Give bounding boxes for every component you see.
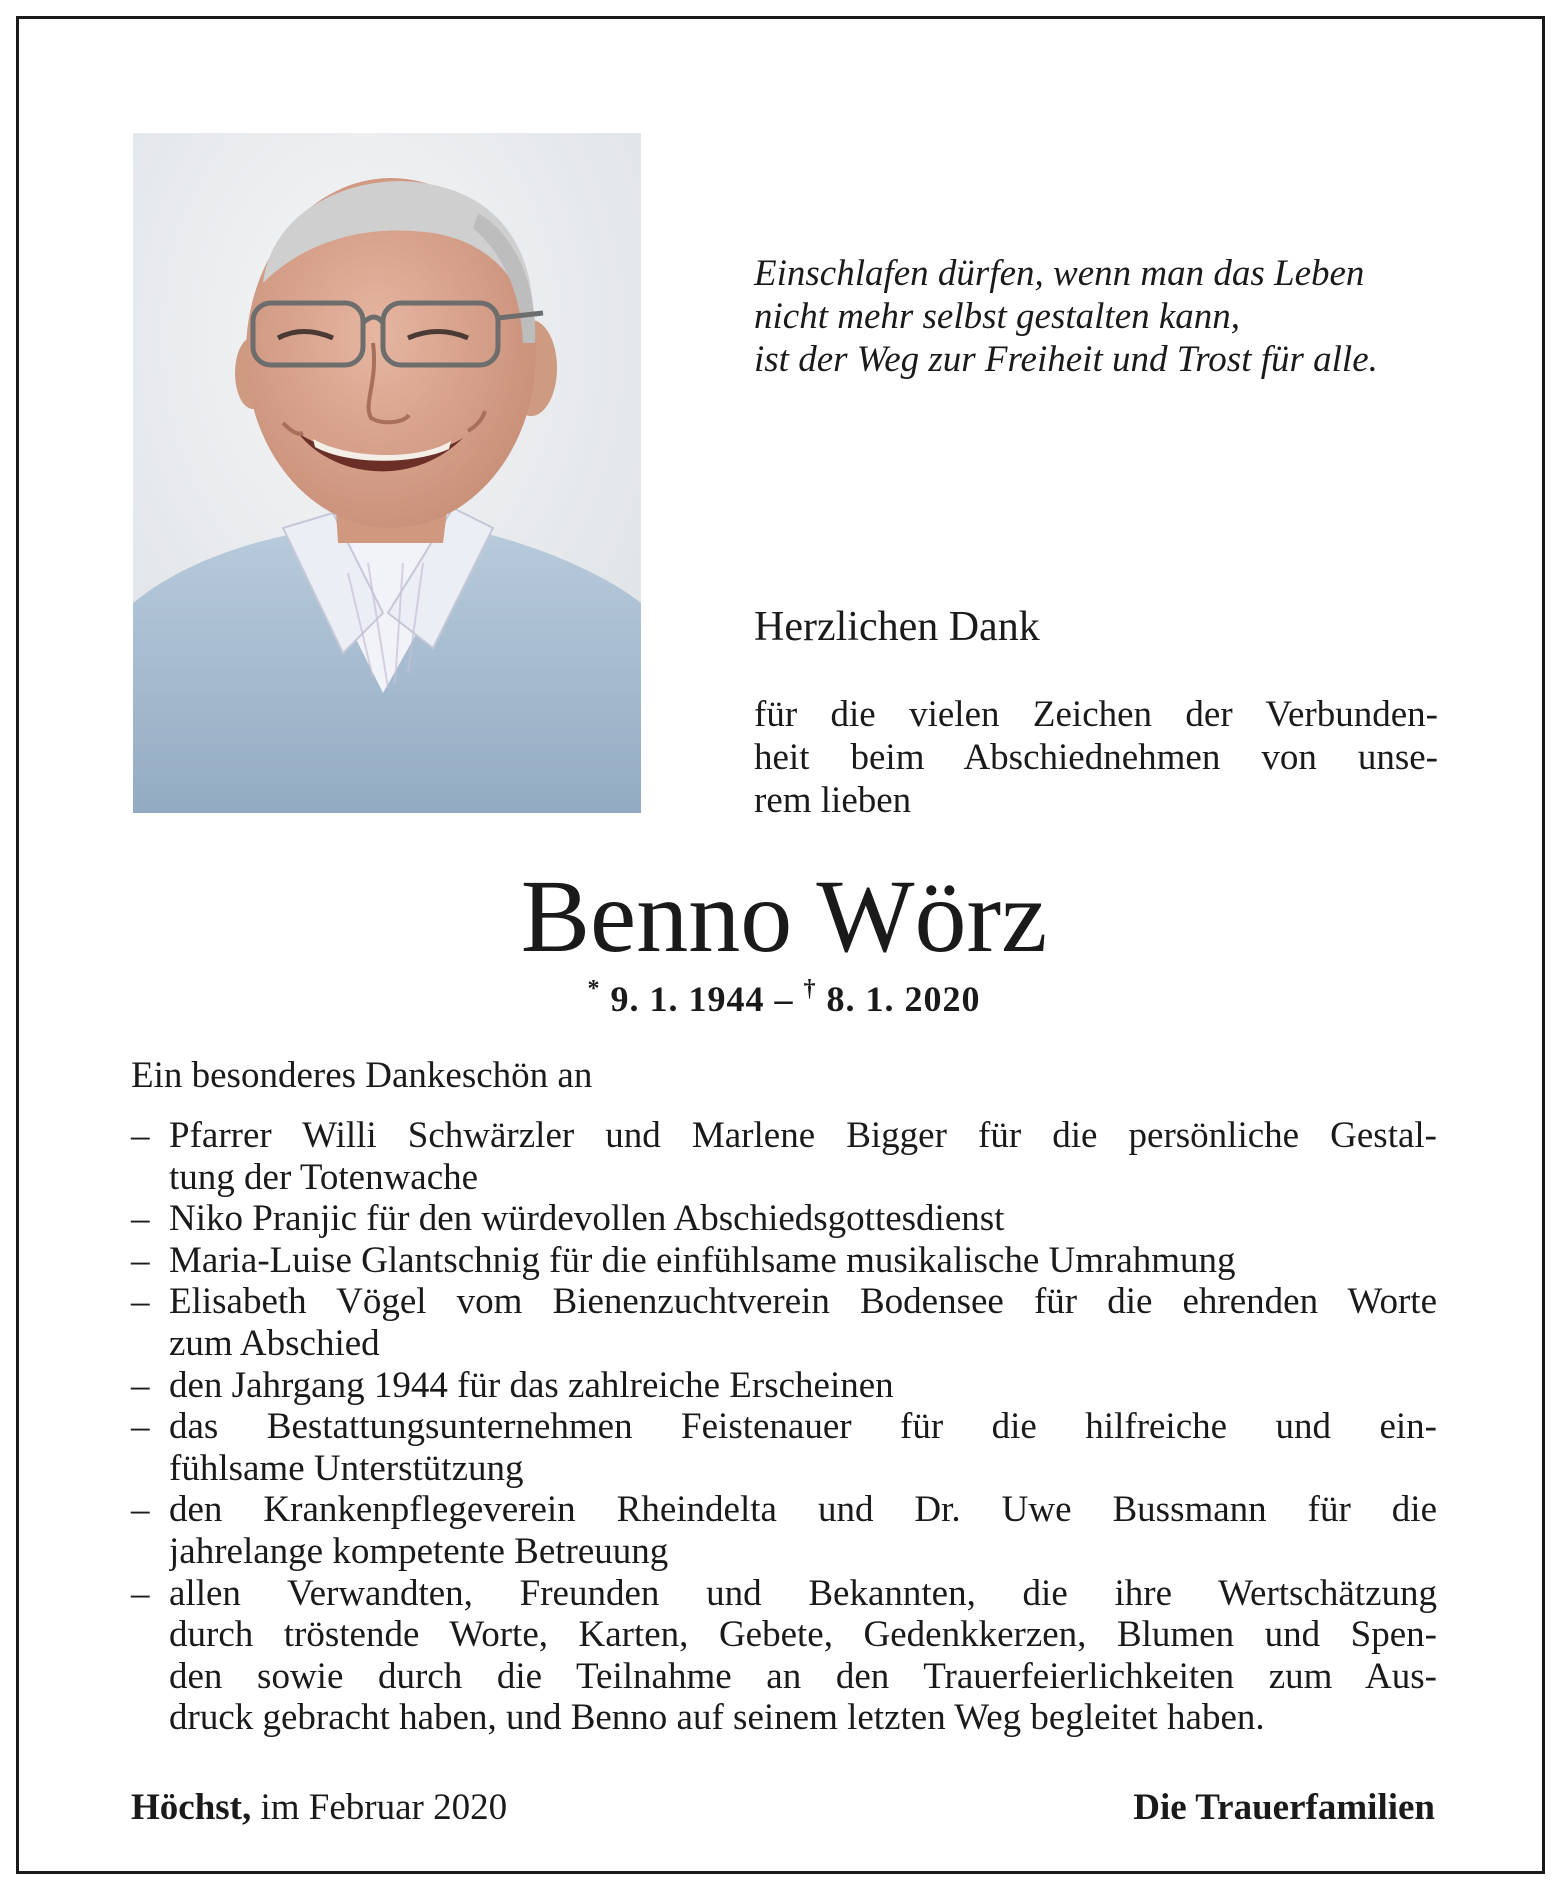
- list-item: [131, 1406, 1437, 1489]
- list-item-line: Pfarrer Willi Schwärzler und Marlene Bigger für die persönliche Gestal-: [169, 1115, 1437, 1156]
- list-item-line: jahrelange kompetente Betreuung: [169, 1530, 669, 1572]
- epitaph-quote: [754, 252, 1474, 381]
- list-dash: –: [131, 1364, 150, 1406]
- date-separator: –: [764, 979, 804, 1019]
- list-item-line: Elisabeth Vögel vom Bienenzuchtverein Bodensee für die ehrenden Worte: [169, 1281, 1437, 1323]
- thanks-line: heit beim Abschiednehmen von unse-: [754, 737, 1438, 778]
- portrait-photo: [133, 133, 641, 813]
- list-item-line: allen Verwandten, Freunden und Bekannten, die ihre Wertschätzung: [169, 1572, 1437, 1614]
- list-item: [131, 1281, 1437, 1364]
- list-item: [131, 1115, 1437, 1198]
- life-dates: [0, 978, 1568, 1020]
- quote-line: ist der Weg zur Freiheit und Trost für alle.: [754, 339, 1378, 380]
- list-item-line: durch tröstende Worte, Karten, Gebete, Gedenkkerzen, Blumen und Spen-: [169, 1614, 1437, 1656]
- list-dash: –: [131, 1239, 150, 1281]
- list-item: [131, 1365, 1437, 1407]
- portrait-illustration: [133, 133, 641, 813]
- list-item: [131, 1573, 1437, 1739]
- thanks-heading: Herzlichen Dank: [754, 604, 1040, 650]
- quote-line: Einschlafen dürfen, wenn man das Leben: [754, 253, 1365, 294]
- quote-line: nicht mehr selbst gestalten kann,: [754, 296, 1241, 337]
- death-symbol: †: [803, 976, 817, 1002]
- list-item-line: den Jahrgang 1944 für das zahlreiche Erscheinen: [169, 1364, 894, 1406]
- list-dash: –: [131, 1281, 150, 1323]
- death-date: 8. 1. 2020: [826, 979, 981, 1019]
- list-item: [131, 1240, 1437, 1282]
- deceased-name: Benno Wörz: [520, 859, 1048, 974]
- list-item-line: tung der Totenwache: [169, 1156, 479, 1198]
- list-item-line: zum Abschied: [169, 1322, 380, 1364]
- place-and-date: [131, 1786, 507, 1829]
- date: im Februar 2020: [251, 1787, 508, 1828]
- list-item: [131, 1489, 1437, 1572]
- list-dash: –: [131, 1489, 150, 1531]
- thanks-line: rem lieben: [754, 780, 912, 821]
- list-dash: –: [131, 1572, 150, 1614]
- list-dash: –: [131, 1115, 150, 1156]
- place: Höchst,: [131, 1787, 252, 1828]
- list-dash: –: [131, 1406, 150, 1448]
- list-item-line: das Bestattungsunternehmen Feistenauer für die hilfreiche und ein-: [169, 1406, 1437, 1448]
- list-item-line: Niko Pranjic für den würdevollen Abschiedsgottesdienst: [169, 1198, 1005, 1240]
- thanks-text: [754, 693, 1438, 822]
- birth-symbol: *: [587, 976, 601, 1002]
- list-item: [131, 1198, 1437, 1240]
- signature: Die Trauerfamilien: [1133, 1787, 1435, 1828]
- acknowledgements-list: [131, 1115, 1437, 1739]
- birth-date: 9. 1. 1944: [610, 979, 765, 1019]
- acknowledgements-intro: Ein besonderes Dankeschön an: [131, 1055, 593, 1096]
- thanks-line: für die vielen Zeichen der Verbunden-: [754, 694, 1438, 735]
- list-item-line: den Krankenpflegeverein Rheindelta und Dr. Uwe Bussmann für die: [169, 1489, 1437, 1531]
- list-dash: –: [131, 1198, 150, 1240]
- list-item-line: den sowie durch die Teilnahme an den Trauerfeierlichkeiten zum Aus-: [169, 1655, 1437, 1697]
- list-item-line: druck gebracht haben, und Benno auf seinem letzten Weg begleitet haben.: [169, 1697, 1265, 1739]
- list-item-line: Maria-Luise Glantschnig für die einfühlsame musikalische Umrahmung: [169, 1239, 1236, 1281]
- list-item-line: fühlsame Unterstützung: [169, 1447, 524, 1489]
